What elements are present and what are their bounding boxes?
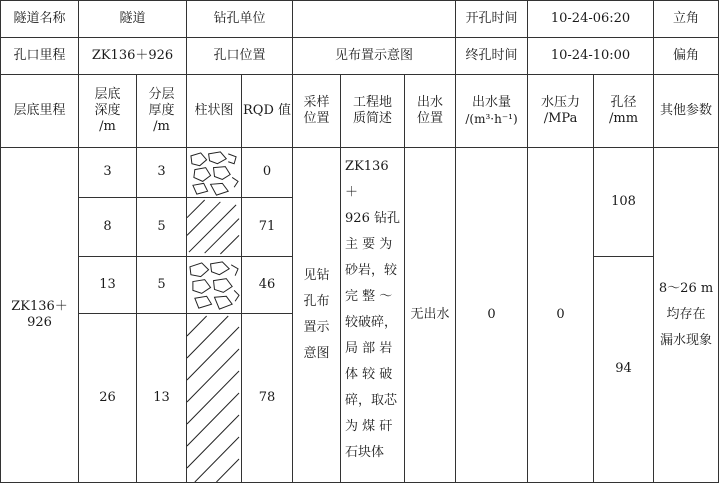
col-water-pressure [528, 75, 594, 148]
geology-line: 体 较 破 [345, 367, 393, 382]
core-column-rubble [187, 257, 242, 314]
geology-line: 完 整 ～ [345, 289, 393, 304]
geology-line: 为 煤 矸 [345, 419, 393, 434]
col-layer-thickness-line: 厚度 [148, 102, 175, 118]
layer-row [1, 148, 719, 198]
col-other-params: 其他参数 [654, 75, 719, 148]
other-params-line: 8～26 m [658, 281, 714, 297]
hole-position-label: 孔口位置 [187, 38, 293, 75]
col-bottom-depth-line: /m [99, 119, 116, 135]
other-params [654, 148, 719, 483]
col-geology-line: 工程地 [353, 94, 393, 110]
col-layer-thickness [137, 75, 187, 148]
layer-depth: 8 [79, 198, 137, 257]
tunnel-name-label: 隧道名称 [1, 1, 79, 38]
geology-line: 石块体 [345, 445, 385, 460]
drill-unit-label: 钻孔单位 [187, 1, 293, 38]
col-water-flow-line: 出水量 [472, 95, 512, 111]
water-flow-value: 0 [456, 148, 528, 483]
layer-rqd: 46 [242, 257, 293, 314]
sampling-line: 置示 [303, 320, 330, 336]
core-column-hatch [187, 198, 242, 257]
geology-line: 砂岩，较 [345, 263, 398, 278]
core-column-hatch [187, 314, 242, 483]
col-water-out [405, 75, 456, 148]
layer-depth: 3 [79, 148, 137, 198]
water-out-position: 无出水 [405, 148, 456, 483]
col-sampling [293, 75, 341, 148]
offset-angle-label: 偏角 [654, 38, 719, 75]
col-rqd: RQD 值 [242, 75, 293, 148]
layer-thickness: 3 [137, 148, 187, 198]
geology-line: ZK136＋ [345, 159, 389, 200]
col-bottom-mileage: 层底里程 [1, 75, 79, 148]
core-column-rubble [187, 148, 242, 198]
layer-thickness: 5 [137, 198, 187, 257]
layer-depth: 13 [79, 257, 137, 314]
sampling-position [293, 148, 341, 483]
sampling-line: 意图 [303, 346, 330, 362]
col-water-out-line: 出水 [417, 94, 444, 110]
hole-mileage-label: 孔口里程 [1, 38, 79, 75]
other-params-line: 漏水现象 [660, 333, 713, 349]
end-time-value: 10-24-10:00 [528, 38, 654, 75]
col-water-flow [456, 75, 528, 148]
rubble-pattern [187, 257, 241, 313]
col-sampling-line: 采样 [303, 94, 330, 110]
vertical-angle-label: 立角 [654, 1, 719, 38]
col-water-out-line: 位置 [417, 111, 444, 126]
rubble-pattern [187, 148, 241, 197]
col-bottom-depth [79, 75, 137, 148]
start-time-value: 10-24-06:20 [528, 1, 654, 38]
water-pressure-value: 0 [528, 148, 594, 483]
layer-rqd: 71 [242, 198, 293, 257]
sampling-line: 见钻 [303, 268, 330, 284]
geology-line: 碎，取芯 [345, 393, 398, 408]
col-bottom-depth-line: 深度 [94, 102, 121, 118]
hatch-pattern [187, 198, 241, 256]
layer-depth: 26 [79, 314, 137, 483]
layer-rqd: 78 [242, 314, 293, 483]
col-hole-diameter-line: /mm [609, 111, 639, 126]
geology-line: 较破碎， [345, 315, 398, 330]
header-row-2 [1, 38, 719, 75]
hatch-pattern [187, 314, 241, 482]
end-time-label: 终孔时间 [456, 38, 528, 75]
col-column-chart: 柱状图 [187, 75, 242, 148]
sampling-line: 孔布 [303, 294, 330, 310]
hole-mileage-value: ZK136＋926 [79, 38, 187, 75]
col-sampling-line: 位置 [303, 111, 330, 126]
col-bottom-depth-line: 层底 [94, 86, 121, 102]
col-layer-thickness-line: 分层 [148, 86, 175, 102]
header-row-1 [1, 1, 719, 38]
col-water-pressure-line: /MPa [543, 111, 578, 126]
hole-position-value: 见布置示意图 [293, 38, 456, 75]
hole-diameter-upper: 108 [594, 148, 654, 257]
tunnel-name-value: 隧道 [79, 1, 187, 38]
col-geology-line: 质简述 [353, 111, 393, 126]
col-geology [341, 75, 405, 148]
col-hole-diameter [594, 75, 654, 148]
geology-line: 926 钻孔 [345, 211, 400, 226]
column-header-row [1, 75, 719, 148]
col-water-pressure-line: 水压力 [541, 94, 581, 110]
mileage-value: ZK136＋926 [1, 148, 79, 483]
col-hole-diameter-line: 孔径 [610, 94, 637, 110]
layer-thickness: 13 [137, 314, 187, 483]
other-params-line: 均存在 [666, 307, 706, 323]
drill-unit-value [293, 1, 456, 38]
col-layer-thickness-line: /m [153, 119, 170, 135]
geology-line: 局 部 岩 [345, 341, 393, 356]
geology-line: 主 要 为 [345, 237, 393, 252]
hole-diameter-lower: 94 [594, 257, 654, 483]
geology-description [341, 148, 405, 483]
col-water-flow-line: /(m³·h⁻¹) [465, 111, 518, 126]
start-time-label: 开孔时间 [456, 1, 528, 38]
layer-thickness: 5 [137, 257, 187, 314]
layer-rqd: 0 [242, 148, 293, 198]
